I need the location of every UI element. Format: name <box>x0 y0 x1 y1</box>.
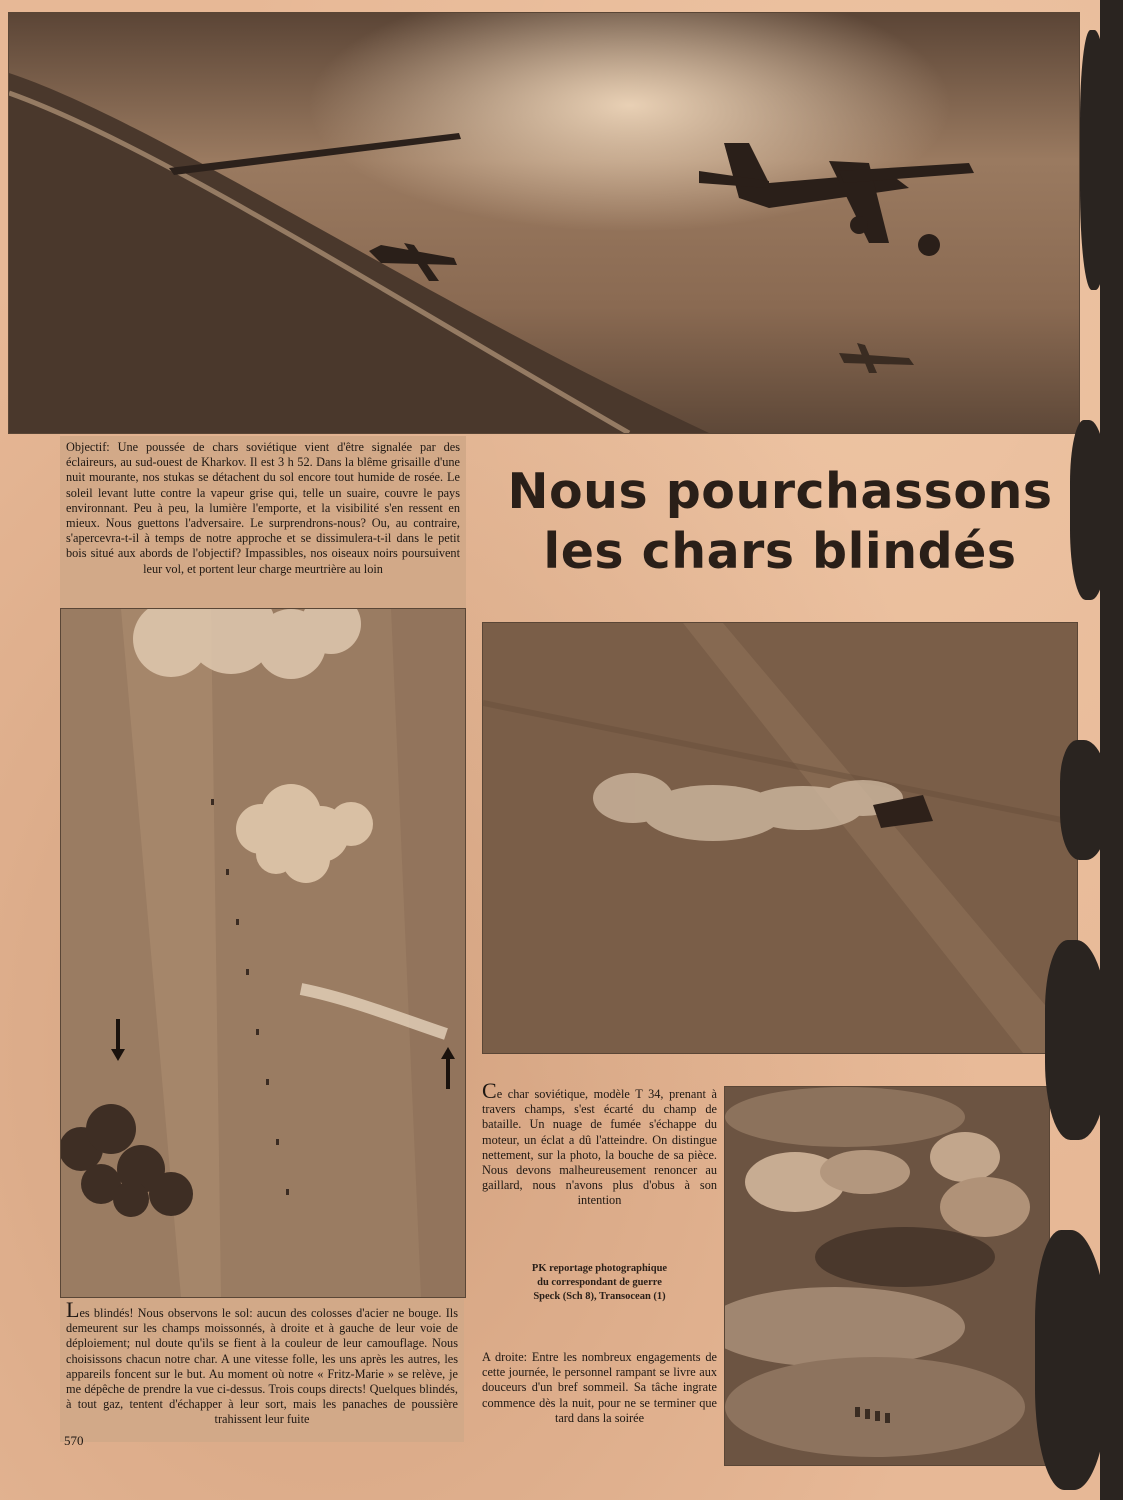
photo-credit <box>482 1262 717 1304</box>
page-number: 570 <box>64 1433 84 1448</box>
title-line-2: les chars blindés <box>543 523 1017 580</box>
torn-edge <box>1035 1230 1110 1490</box>
caption-t34-text: e char soviétique, modèle T 34, prenant à travers champs, s'est écarté du champ de bataille. Un nuage de fumée s'échappe du moteur, un éclat a dû l'atteindre. On distingue nettement, sur la photo, la bouche de sa pièce. Nous devons malheureusement renoncer au gaillard, nous n'avons plus d'obus à son intention <box>482 1087 717 1208</box>
caption-t34 <box>482 1078 717 1209</box>
caption-objective: Objectif: Une poussée de chars soviétique vient d'être signalée par des éclaireurs, au sud-ouest de Kharkov. Il est 3 h 52. Dans la blême grisaille d'une nuit mourante, nos stukas se détachent du sol encore tout humide de rosée. Le soleil levant lutte contre la vapeur grise qui, telle un suaire, couvre le pays environnant. Peu à peu, la lumière l'emporte, et la visibilité s'en ressent en mieux. Nous guettons l'adversaire. Le surprendrons-nous? Ou, au contraire, s'apercevra-t-il à temps de notre approche et se dissimulera-t-il dans le petit bois situé aux abords de l'objectif? Impassibles, nos oiseaux noirs poursuivent leur vol, et portent leur charge meurtrière au loin <box>60 436 466 610</box>
photo-sleeping-crew <box>724 1086 1050 1466</box>
credit-line-1: PK reportage photographique <box>531 1263 668 1274</box>
torn-edge <box>1080 30 1110 290</box>
photo-stukas-in-flight <box>8 12 1080 434</box>
caption-rest: A droite: Entre les nombreux engagements de cette journée, le personnel rampant se livre aux douceurs d'un bref sommeil. Sa tâche ingrate commence dès la nuit, pour ne se terminer que tard dans la soirée <box>482 1350 717 1425</box>
photo-t34-tank <box>482 622 1078 1054</box>
title-line-1: Nous pourchassons <box>507 463 1053 520</box>
credit-line-2: du correspondant de guerre <box>537 1277 662 1288</box>
caption-tanks <box>60 1298 464 1442</box>
photo-aerial-bombing <box>60 608 466 1298</box>
caption-tanks-dropcap: L <box>66 1297 80 1322</box>
caption-tanks-text: es blindés! Nous observons le sol: aucun des colosses d'acier ne bouge. Ils demeurent sur les champs moissonnés, à droite et à gauche de leur voie de déploiement; nul doute qu'ils se fient à la couleur de leur camouflage. Nous choisissons chacun notre char. A une vitesse folle, les uns après les autres, les appareils foncent sur le but. Au moment où notre « Fritz-Marie » se relève, je me dépêche de prendre la vue ci-dessus. Trois coups directs! Quelques blindés, à tout gaz, tentent d'échapper à leur sort, mais les panaches de poussière trahissent leur fuite <box>66 1306 458 1427</box>
credit-line-3: Speck (Sch 8), Transocean (1) <box>533 1291 666 1302</box>
torn-edge <box>1060 740 1110 860</box>
caption-t34-dropcap: C <box>482 1078 497 1103</box>
page-title <box>490 462 1070 582</box>
torn-edge <box>1070 420 1110 600</box>
torn-edge <box>1045 940 1110 1140</box>
